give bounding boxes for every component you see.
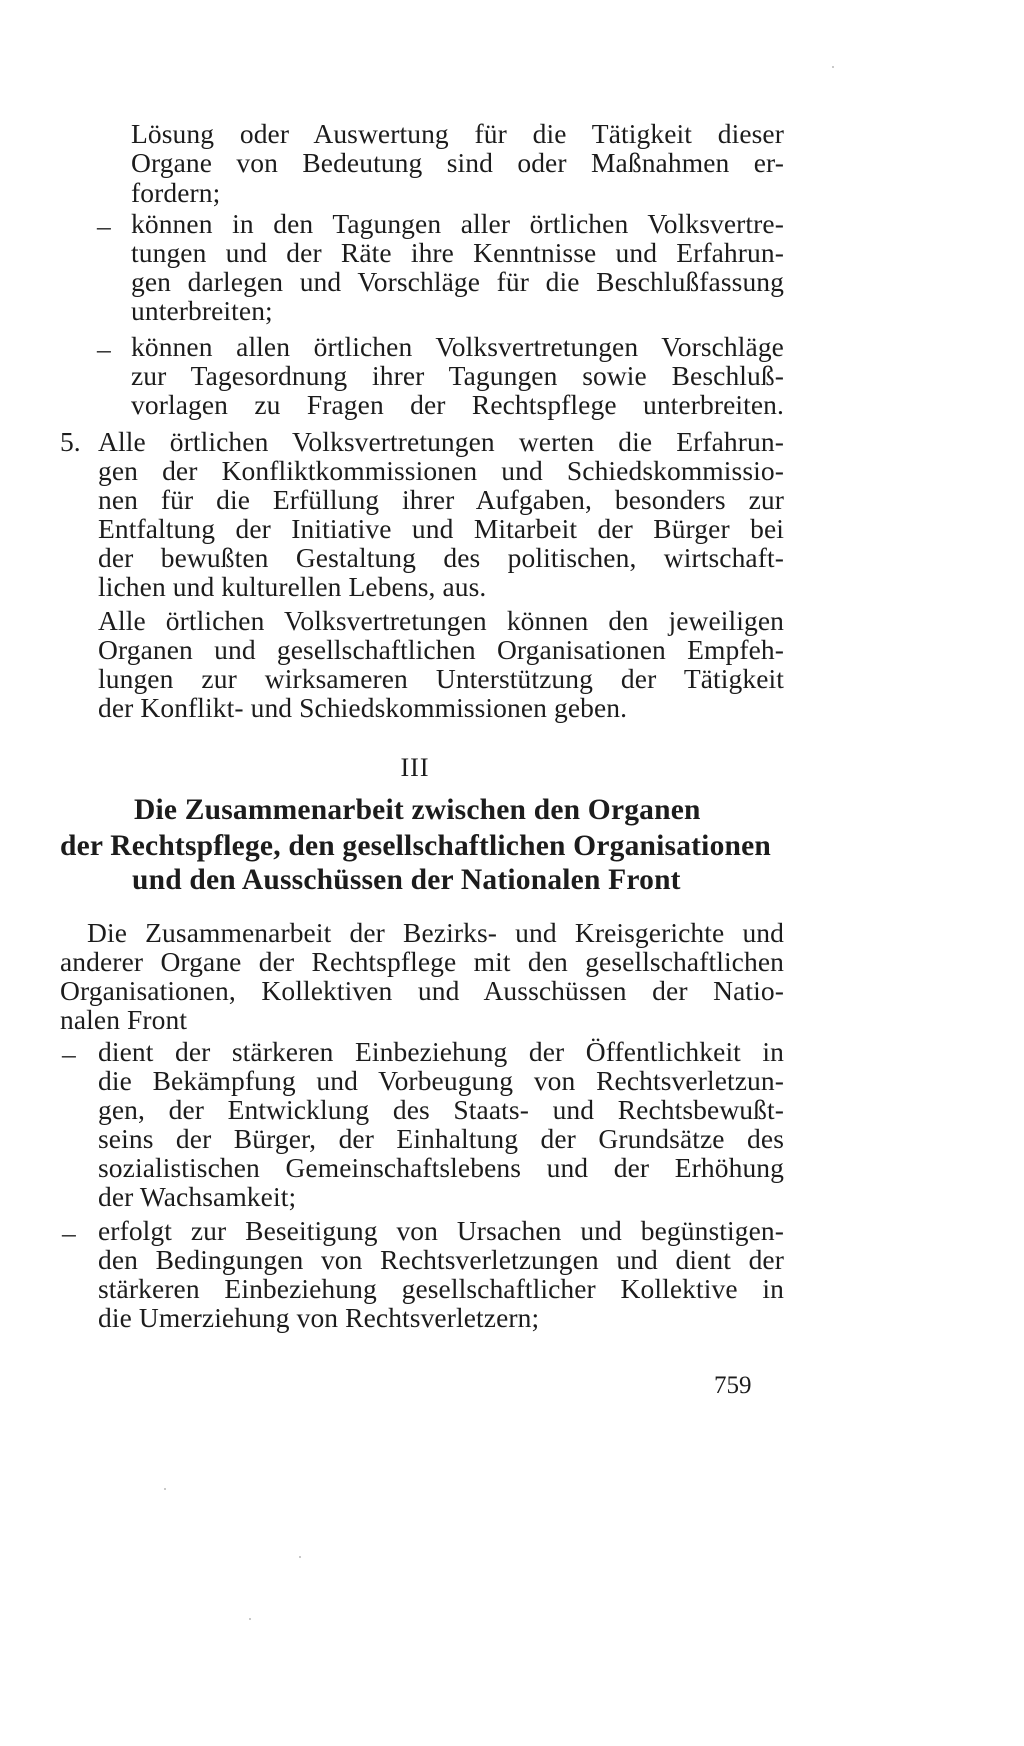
text-line: nalen Front — [60, 1004, 188, 1035]
text-line: vorlagen zu Fragen der Rechtspflege unterbreiten. — [131, 389, 784, 420]
list-dash: – — [97, 210, 111, 241]
text-line: dient der stärkeren Einbeziehung der Öffentlichkeit in — [98, 1036, 784, 1067]
text-line: stärkeren Einbeziehung gesellschaftlicher Kollektive in — [98, 1273, 784, 1304]
text-line: Die Zusammenarbeit der Bezirks- und Kreisgerichte und — [87, 917, 784, 948]
text-line: gen, der Entwicklung des Staats- und Rechtsbewußt- — [98, 1094, 784, 1125]
text-line: lungen zur wirksameren Unterstützung der Tätigkeit — [98, 663, 784, 694]
text-line: zur Tagesordnung ihrer Tagungen sowie Beschluß- — [131, 360, 784, 391]
text-line: der Wachsamkeit; — [98, 1181, 297, 1212]
text-line: Alle örtlichen Volksvertretungen werten die Erfahrun- — [98, 426, 784, 457]
text-line: unterbreiten; — [131, 295, 273, 326]
section-heading-line: Die Zusammenarbeit zwischen den Organen — [134, 794, 701, 826]
page-number: 759 — [714, 1372, 752, 1399]
paper-speck — [299, 1556, 301, 1558]
text-line: fordern; — [131, 177, 221, 208]
text-line: Organe von Bedeutung sind oder Maßnahmen er- — [131, 147, 784, 178]
list-dash: – — [62, 1038, 76, 1069]
text-line: nen für die Erfüllung ihrer Aufgaben, besonders zur — [98, 484, 784, 515]
text-line: können in den Tagungen aller örtlichen Volksvertre- — [131, 208, 784, 239]
text-line: Alle örtlichen Volksvertretungen können den jeweiligen — [98, 605, 784, 636]
text-line: Entfaltung der Initiative und Mitarbeit der Bürger bei — [98, 513, 784, 544]
text-line: sozialistischen Gemeinschaftslebens und der Erhöhung — [98, 1152, 784, 1183]
list-dash: – — [97, 333, 111, 364]
text-line: gen darlegen und Vorschläge für die Beschlußfassung — [131, 266, 784, 297]
item-number: 5. — [60, 426, 81, 457]
section-heading-line: der Rechtspflege, den gesellschaftlichen Organisationen — [60, 830, 772, 862]
text-line: Lösung oder Auswertung für die Tätigkeit dieser — [131, 118, 784, 149]
text-line: die Bekämpfung und Vorbeugung von Rechtsverletzun- — [98, 1065, 784, 1096]
paper-speck — [249, 1618, 251, 1620]
text-line: tungen und der Räte ihre Kenntnisse und Erfahrun- — [131, 237, 784, 268]
text-line: der Konflikt- und Schiedskommissionen geben. — [98, 692, 628, 723]
section-heading-line: und den Ausschüssen der Nationalen Front — [132, 864, 681, 896]
paper-speck — [164, 1488, 166, 1490]
text-line: Organisationen, Kollektiven und Ausschüssen der Natio- — [60, 975, 784, 1006]
text-line: der bewußten Gestaltung des politischen, wirtschaft- — [98, 542, 784, 573]
list-dash: – — [62, 1217, 76, 1248]
text-line: den Bedingungen von Rechtsverletzungen und dient der — [98, 1244, 784, 1275]
text-line: gen der Konfliktkommissionen und Schiedskommissio- — [98, 455, 784, 486]
paper-speck — [832, 66, 834, 68]
text-line: seins der Bürger, der Einhaltung der Grundsätze des — [98, 1123, 784, 1154]
text-line: lichen und kulturellen Lebens, aus. — [98, 571, 487, 602]
text-line: erfolgt zur Beseitigung von Ursachen und begünstigen- — [98, 1215, 784, 1246]
text-line: anderer Organe der Rechtspflege mit den gesellschaftlichen — [60, 946, 784, 977]
text-line: Organen und gesellschaftlichen Organisationen Empfeh- — [98, 634, 784, 665]
text-line: können allen örtlichen Volksvertretungen Vorschläge — [131, 331, 784, 362]
section-numeral: III — [400, 753, 430, 782]
text-line: die Umerziehung von Rechtsverletzern; — [98, 1302, 540, 1333]
